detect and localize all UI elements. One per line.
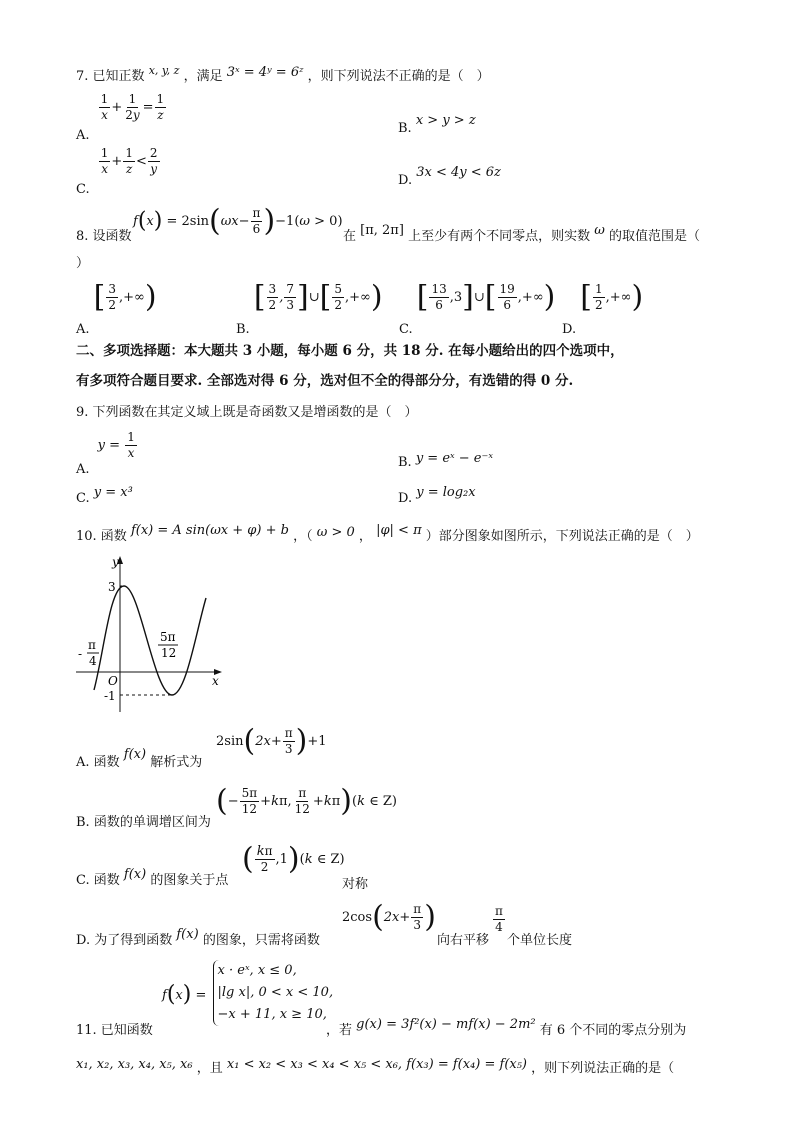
q10-function-graph xyxy=(72,552,232,714)
q10-option-b[interactable]: B. 函数的单调增区间为 xyxy=(76,815,211,830)
q9-option-c[interactable]: C. y = x³ xyxy=(76,485,133,506)
y-max-label: 3 xyxy=(108,580,116,594)
origin-label: O xyxy=(108,674,118,688)
x-axis-label: x xyxy=(212,674,219,688)
x1-numerator: π xyxy=(88,638,96,652)
q8-stem-close: ） xyxy=(76,256,90,271)
q11-piecewise: f(x) = x · eˣ, x ≤ 0, |lg x|, 0 < x < 10, −x + 11, x ≥ 10, xyxy=(162,960,333,1026)
q7-stem: 7. 已知正数 $^{x, y, z}$ ，满足 3ˣ = 4ʸ = 6ᶻ ，则下列说法不正确的是（ ） xyxy=(76,64,490,84)
x2-denominator: 12 xyxy=(161,646,177,660)
q10-stem: 10. 函数 f(x) = A sin(ωx + φ) + b ，（ ω > 0 ， |φ| < π ）部分图象如图所示，下列说法正确的是（ ） xyxy=(76,523,699,544)
q10-option-d-expr: 2cos(2x+ $\frac{\pi}{3}$ ) xyxy=(342,899,436,935)
q8-option-c[interactable]: C. [ $\frac{13}{6}$ ,3]∪[ $\frac{19}{6}$ ,+∞) xyxy=(399,279,556,337)
q10-option-b-expr: (− $\frac{5\pi}{12}$ +kπ, $\frac{\pi}{12}$ +kπ)(k ∈ Z) xyxy=(216,783,397,819)
q11-piece-2: |lg x|, 0 < x < 10, xyxy=(217,985,334,1000)
x1-denominator: 4 xyxy=(89,654,97,668)
q8-stem-2: 在 [π, 2π] 上至少有两个不同零点，则实数 ω 的取值范围是（ xyxy=(343,223,700,244)
q11-piece-1: x · eˣ, x ≤ 0, xyxy=(217,963,297,978)
x2-numerator: 5π xyxy=(160,630,176,644)
q9-option-d[interactable]: D. y = log₂x xyxy=(398,485,476,506)
q8-stem: 8. 设函数 xyxy=(76,229,132,244)
q11-stem-label: 11. 已知函数 xyxy=(76,1023,153,1038)
q10-option-d-shift: $\frac{\pi}{4}$ xyxy=(495,904,503,934)
q11-stem-cont: ，若 g(x) = 3f²(x) − mf(x) − 2m² 有 6 个不同的零点分别为 xyxy=(326,1017,687,1038)
q10-option-a-expr: 2sin(2x+ $\frac{\pi}{3}$ )+1 xyxy=(216,723,327,759)
q9-option-b[interactable]: B. y = eˣ − e⁻ˣ xyxy=(398,451,493,470)
q11-order: x₁ < x₂ < x₃ < x₄ < x₅ < x₆, f(x₃) = f(x₄) = f(x₅) xyxy=(226,1057,528,1072)
q10-option-c[interactable]: C. 函数 f(x) 的图象关于点 xyxy=(76,867,229,888)
q10-option-c-expr: ( $\frac{k\pi}{2}$ ,1)(k ∈ Z) xyxy=(242,841,345,877)
q8-option-d[interactable]: D. [ $\frac{1}{2}$ ,+∞) xyxy=(562,279,644,337)
q7-option-c[interactable]: C. $\frac{1}{x}$ + $\frac{1}{z}$ < $\frac{2}{y}$ xyxy=(76,146,158,197)
q7-condition: 3ˣ = 4ʸ = 6ᶻ xyxy=(226,65,304,80)
q8-interval: [π, 2π] xyxy=(360,223,404,238)
q10-option-c-tail: 对称 xyxy=(342,877,369,892)
q8-option-b[interactable]: B. [ $\frac{3}{2}$ , $\frac{7}{3}$ ]∪[ $\frac{5}{2}$ ,+∞) xyxy=(236,279,383,337)
section-2-header-line1: 二、多项选择题：本大题共 3 小题，每小题 6 分，共 18 分. 在每小题给出的四个选项中， xyxy=(76,343,624,359)
section-2-header-line2: 有多项符合题目要求. 全部选对得 6 分，选对但不全的得部分分，有选错的得 0 分. xyxy=(76,373,574,389)
y-min-label: -1 xyxy=(104,689,116,703)
q9-option-a[interactable]: A. y = $\frac{1}{x}$ xyxy=(76,430,135,477)
q10-option-d[interactable]: D. 为了得到函数 f(x) 的图象，只需将函数 xyxy=(76,927,320,948)
q8-function-def: f(x) = 2sin(ωx− $\frac{\pi}{6}$ )−1(ω > 0) xyxy=(133,203,343,239)
q10-option-a[interactable]: A. 函数 f(x) 解析式为 xyxy=(76,747,203,770)
q10-option-d-tail: 向右平移 个单位长度 xyxy=(437,933,573,948)
q11-zeros: x₁, x₂, x₃, x₄, x₅, x₆ xyxy=(76,1057,193,1072)
x1-neg-sign: - xyxy=(78,647,83,661)
q7-option-d[interactable]: D. 3x < 4y < 6z xyxy=(398,165,501,188)
q10-function-def: f(x) = A sin(ωx + φ) + b xyxy=(130,523,289,538)
q11-stem-line2: x₁, x₂, x₃, x₄, x₅, x₆ ，且 x₁ < x₂ < x₃ < x₄ < x₅ < x₆, f(x₃) = f(x₄) = f(x₅) ，则下列说法正确的是（ xyxy=(76,1057,675,1076)
q9-stem: 9. 下列函数在其定义域上既是奇函数又是增函数的是（ ） xyxy=(76,405,418,420)
q7-option-a[interactable]: A. $\frac{1}{x}$ + $\frac{1}{2y}$ = $\frac{1}{z}$ xyxy=(76,92,165,143)
y-axis-label: y xyxy=(112,555,119,569)
q8-option-a[interactable]: A. [ $\frac{3}{2}$ ,+∞) xyxy=(76,279,157,337)
q7-option-b[interactable]: B. x > y > z xyxy=(398,113,476,136)
q7-vars: x, y, z xyxy=(148,64,180,77)
q11-g-def: g(x) = 3f²(x) − mf(x) − 2m² xyxy=(356,1017,536,1032)
q11-piece-3: −x + 11, x ≥ 10, xyxy=(217,1007,327,1022)
